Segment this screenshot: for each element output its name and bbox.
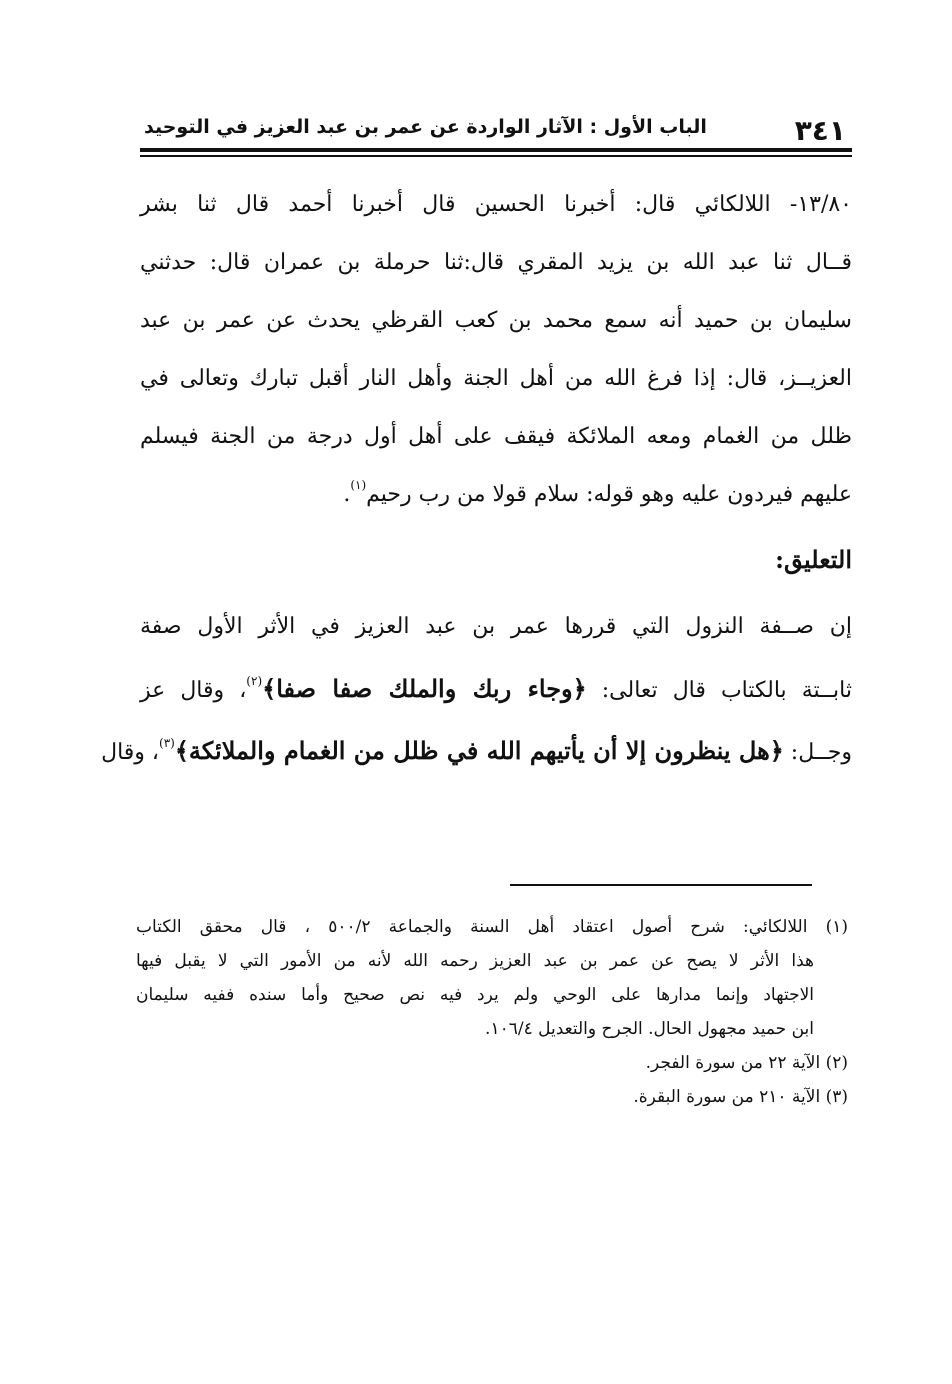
footnote-1-line: الاجتهاد وإنما مدارها على الوحي ولم يرد فيه نص صحيح وأما سنده ففيه سليمان [136, 985, 814, 1005]
body-line-last: عليهم فيردون عليه وهو قوله: سلام قولا من رب رحيم$^{(١)}$. [343, 478, 852, 507]
footnote-1-line: (١) اللالكائي: شرح أصول اعتقاد أهل السنة والجماعة ٥٠٠/٢ ، قال محقق الكتاب [136, 917, 848, 937]
footnote-ref-2: (٢) [246, 674, 263, 688]
comment-line [101, 720, 852, 782]
footnote-separator [510, 884, 812, 886]
quran-verse: ﴿هل ينظرون إلا أن يأتيهم الله في ظلل من الغمام والملائكة﴾ [174, 736, 784, 765]
comment-text-part: ثابــتة بالكتاب قال تعالى: [586, 678, 852, 703]
body-line: ١٣/٨٠- اللالكائي قال: أخبرنا الحسين قال أخبرنا أحمد قال ثنا بشر [140, 192, 852, 217]
body-line: العزيــز، قال: إذا فرغ الله من أهل الجنة وأهل النار أقبل تبارك وتعالى في [140, 366, 852, 391]
body-line-text: عليهم فيردون عليه وهو قوله: سلام قولا من رب رحيم [366, 482, 852, 507]
comment-text [101, 596, 852, 782]
comment-text-part: ، وقال عز [140, 678, 247, 703]
footnote-ref-3: (٣) [159, 736, 175, 750]
comment-line: إن صــفة النزول التي قررها عمر بن عبد العزيز في الأثر الأول صفة [140, 614, 852, 639]
header-rule-thin [140, 155, 852, 157]
page-header [140, 112, 852, 148]
body-line: سليمان بن حميد أنه سمع محمد بن كعب القرظي يحدث عن عمر بن عبد [140, 308, 852, 333]
footnote-ref-1: (١) [350, 478, 367, 492]
footnote-1-line: ابن حميد مجهول الحال. الجرح والتعديل ١٠٦/٤. [485, 1019, 814, 1039]
page-number: ٣٤١ [794, 114, 846, 147]
running-title: الباب الأول : الآثار الواردة عن عمر بن عبد العزيز في التوحيد [144, 116, 707, 138]
footnote-2: (٢) الآية ٢٢ من سورة الفجر. [645, 1053, 848, 1073]
body-line: ظلل من الغمام ومعه الملائكة فيقف على أهل أول درجة من الجنة فيسلم [140, 424, 852, 449]
comment-text-part: وجــل: [783, 740, 852, 765]
hadith-text [140, 176, 852, 524]
footnote-1-line: هذا الأثر لا يصح عن عمر بن عبد العزيز رحمه الله لأنه من الأمور التي لا يقبل فيها [136, 951, 814, 971]
body-line: قــال ثنا عبد الله بن يزيد المقري قال:ثنا حرملة بن عمران قال: حدثني [140, 250, 852, 275]
quran-verse: ﴿وجاء ربك والملك صفا صفا﴾ [262, 674, 587, 703]
comment-text-part: ، وقال [101, 740, 160, 765]
footnote-3: (٣) الآية ٢١٠ من سورة البقرة. [633, 1087, 848, 1107]
header-rule-thick [140, 148, 852, 152]
footnotes [136, 910, 848, 1114]
comment-line [140, 658, 852, 720]
comment-heading: التعليق: [775, 545, 852, 574]
